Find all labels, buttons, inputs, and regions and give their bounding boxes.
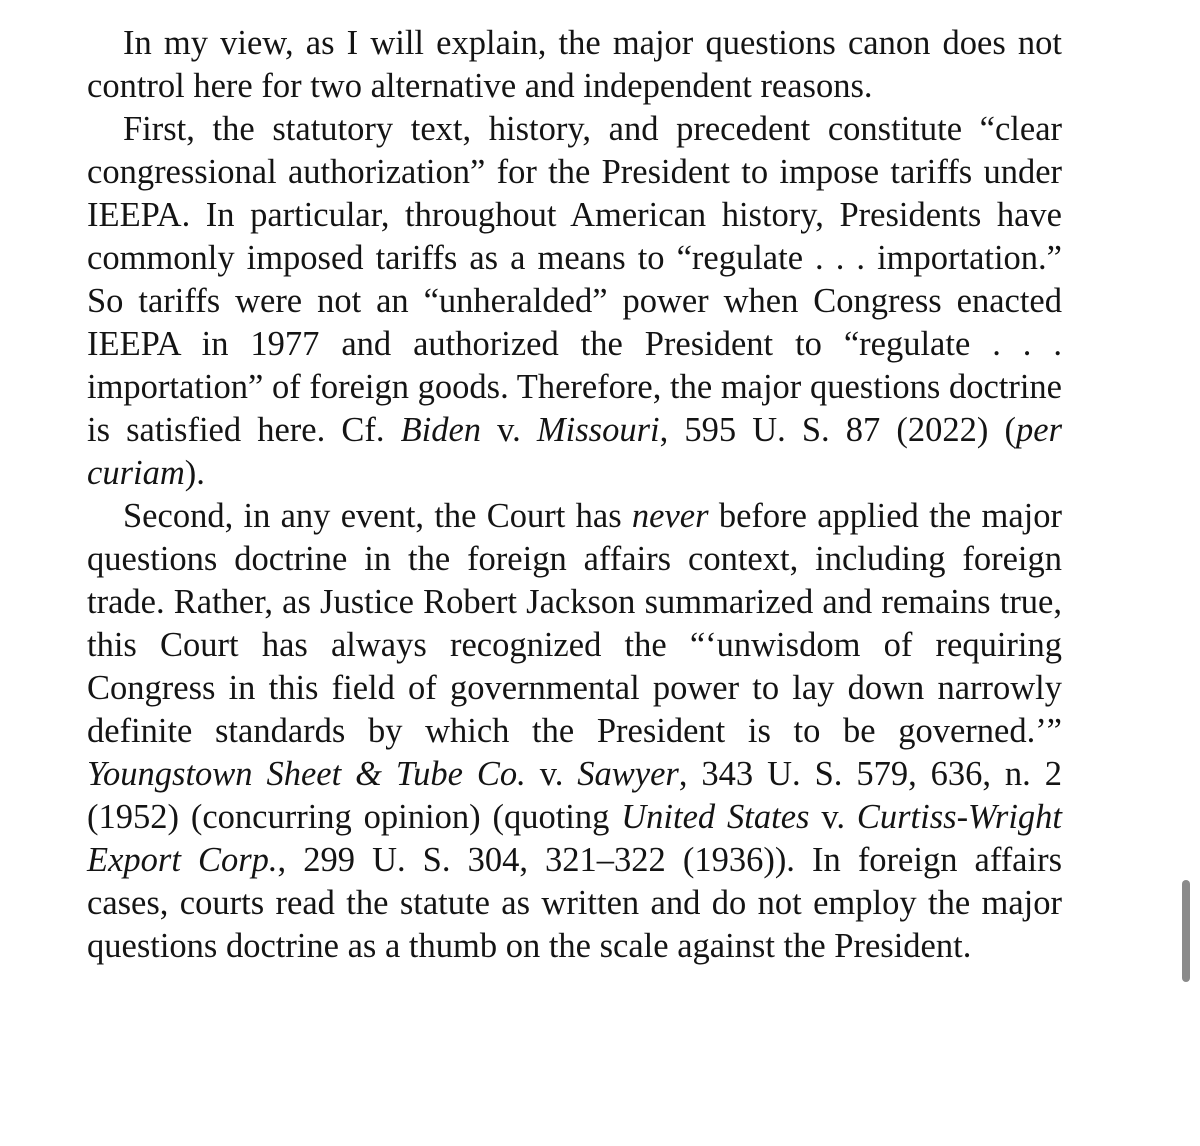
- body-text: , 343 U. S. 579, 636, n. 2 (1952) (concurring opinion) (quoting: [87, 755, 1062, 836]
- body-text: v.: [525, 755, 578, 793]
- paragraph-major-questions-intro: [87, 22, 1062, 108]
- body-text: Second, in any event, the Court has: [123, 497, 632, 535]
- paragraph-first-reason: [87, 108, 1062, 495]
- italic-citation-text: per curiam: [87, 411, 1062, 492]
- scrollbar-thumb[interactable]: [1182, 880, 1190, 982]
- italic-citation-text: Sawyer: [577, 755, 679, 793]
- body-text: , 299 U. S. 304, 321–322 (1936)). In foreign affairs cases, courts read the statute as written and do not employ the major questions doctrine as a thumb on the scale against the President.: [87, 841, 1062, 965]
- italic-citation-text: Youngstown Sheet & Tube Co.: [87, 755, 526, 793]
- body-text: before applied the major questions doctrine in the foreign affairs context, including foreign trade. Rather, as Justice Robert Jackson summarized and remains true, this Court has always recognized the “‘unwisdom of requiring Congress in this field of governmental power to lay down narrowly definite standards by which the President is to be governed.’”: [87, 497, 1062, 750]
- italic-citation-text: never: [631, 497, 709, 535]
- italic-citation-text: Missouri: [536, 411, 660, 449]
- body-text: v.: [809, 798, 857, 836]
- italic-citation-text: Biden: [400, 411, 482, 449]
- body-text: ).: [184, 454, 205, 492]
- document-page: [87, 22, 1062, 968]
- italic-citation-text: Curtiss-Wright Export Corp.: [87, 798, 1062, 879]
- body-text: First, the statutory text, history, and precedent constitute “clear congressional authorization” for the President to impose tariffs under IEEPA. In particular, throughout American history, Presidents have commonly imposed tariffs as a means to “regulate . . . importation.” So tariffs were not an “unheralded” power when Congress enacted IEEPA in 1977 and authorized the President to “regulate . . . importation” of foreign goods. Therefore, the major questions doctrine is satisfied here. Cf.: [87, 110, 1062, 449]
- body-text: v.: [481, 411, 537, 449]
- paragraph-second-reason: [87, 495, 1062, 968]
- body-text: In my view, as I will explain, the major questions canon does not control here for two alternative and independent reasons.: [87, 24, 1062, 105]
- body-text: , 595 U. S. 87 (2022) (: [659, 411, 1016, 449]
- italic-citation-text: United States: [621, 798, 810, 836]
